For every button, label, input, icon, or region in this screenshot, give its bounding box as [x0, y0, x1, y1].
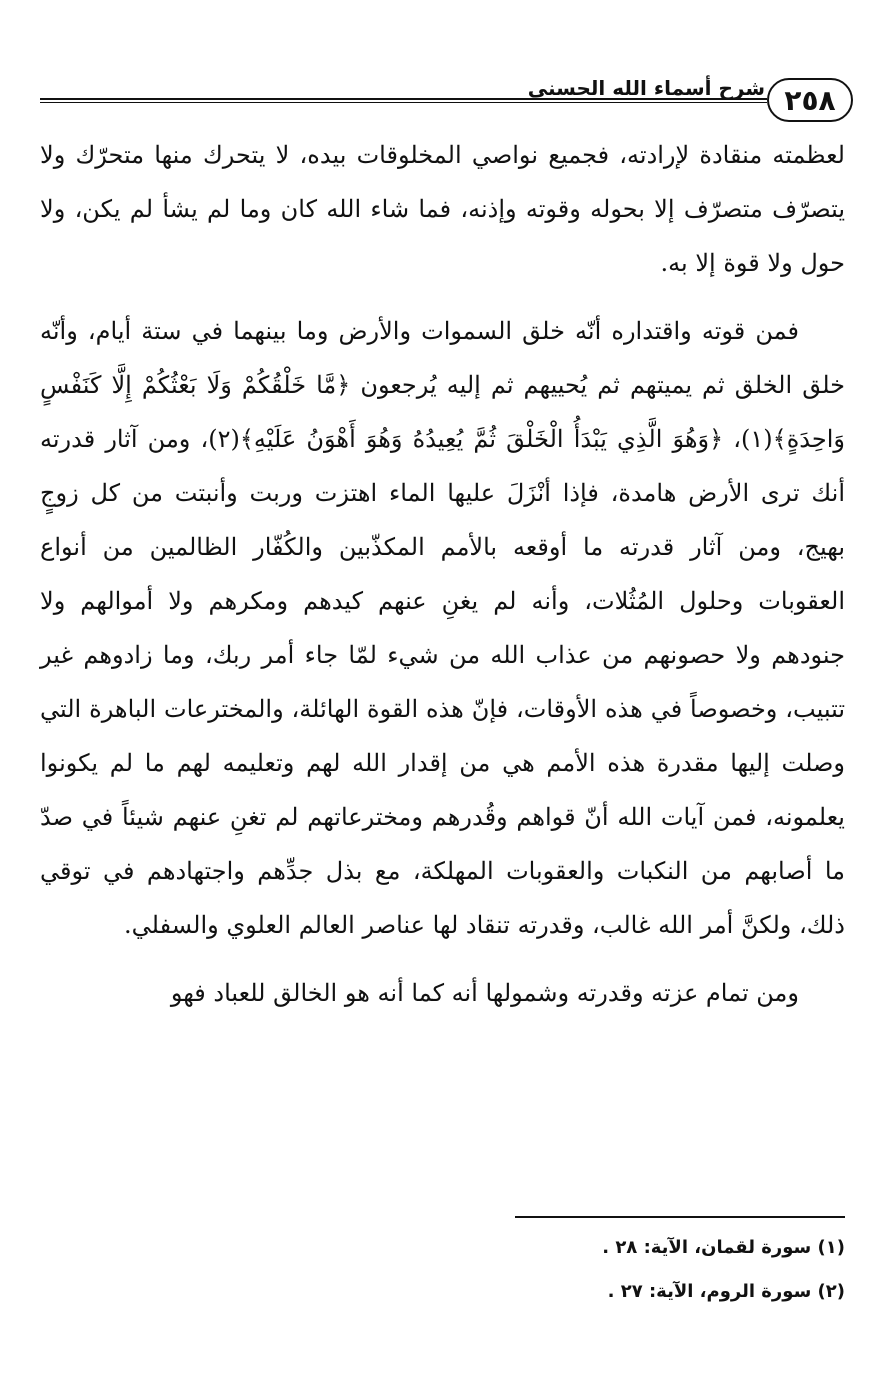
footnote-divider	[515, 1216, 845, 1218]
page-number: ٢٥٨	[767, 78, 853, 122]
paragraph: لعظمته منقادة لإرادته، فجميع نواصي المخلوقات بيده، لا يتحرك منها متحرّك ولا يتصرّف متصرّف إلا بحوله وقوته وإذنه، فما شاء الله كان وما لم يشأ لم يكن، ولا حول ولا قوة إلا به.	[40, 141, 845, 277]
paragraph: فمن قوته واقتداره أنّه خلق السموات والأرض وما بينهما في ستة أيام، وأنّه خلق الخلق ثم يميتهم ثم يُحييهم ثم إليه يُرجعون ﴿مَّا خَلْقُكُمْ وَلَا بَعْثُكُمْ إِلَّا كَنَفْسٍ وَاحِدَةٍ﴾(١)، ﴿وَهُوَ الَّذِي يَبْدَأُ الْخَلْقَ ثُمَّ يُعِيدُهُ وَهُوَ أَهْوَنُ عَلَيْهِ﴾(٢)، ومن آثار قدرته أنك ترى الأرض هامدة، فإذا أنْزَلَ عليها الماء اهتزت وربت وأنبتت من كل زوجٍ بهيج، ومن آثار قدرته ما أوقعه بالأمم المكذّبين والكُفّار الظالمين من أنواع العقوبات وحلول المُثُلات، وأنه لم يغنِ عنهم كيدهم ومكرهم ولا أموالهم ولا جنودهم ولا حصونهم من عذاب الله من شيء لمّا جاء أمر ربك، وما زادوهم غير تتبيب، وخصوصاً في هذه الأوقات، فإنّ هذه القوة الهائلة، والمخترعات الباهرة التي وصلت إليها مقدرة هذه الأمم هي من إقدار الله لهم وتعليمه لهم ما لم يكونوا يعلمونه، فمن آيات الله أنّ قواهم وقُدرهم ومخترعاتهم لم تغنِ عنهم شيئاً في صدّ ما أصابهم من النكبات والعقوبات المهلكة، مع بذل جدِّهم واجتهادهم في توقي ذلك، ولكنَّ أمر الله غالب، وقدرته تنقاد لها عناصر العالم العلوي والسفلي.	[40, 317, 845, 939]
page-header	[40, 70, 845, 126]
footnotes	[40, 1226, 845, 1314]
running-title: شرح أسماء الله الحسنى	[527, 76, 765, 100]
footnote: (٢) سورة الروم، الآية: ٢٧ .	[607, 1281, 845, 1302]
paragraph: ومن تمام عزته وقدرته وشمولها أنه كما أنه هو الخالق للعباد فهو	[170, 979, 799, 1007]
main-text	[40, 128, 845, 1034]
footnote: (١) سورة لقمان، الآية: ٢٨ .	[602, 1237, 845, 1258]
